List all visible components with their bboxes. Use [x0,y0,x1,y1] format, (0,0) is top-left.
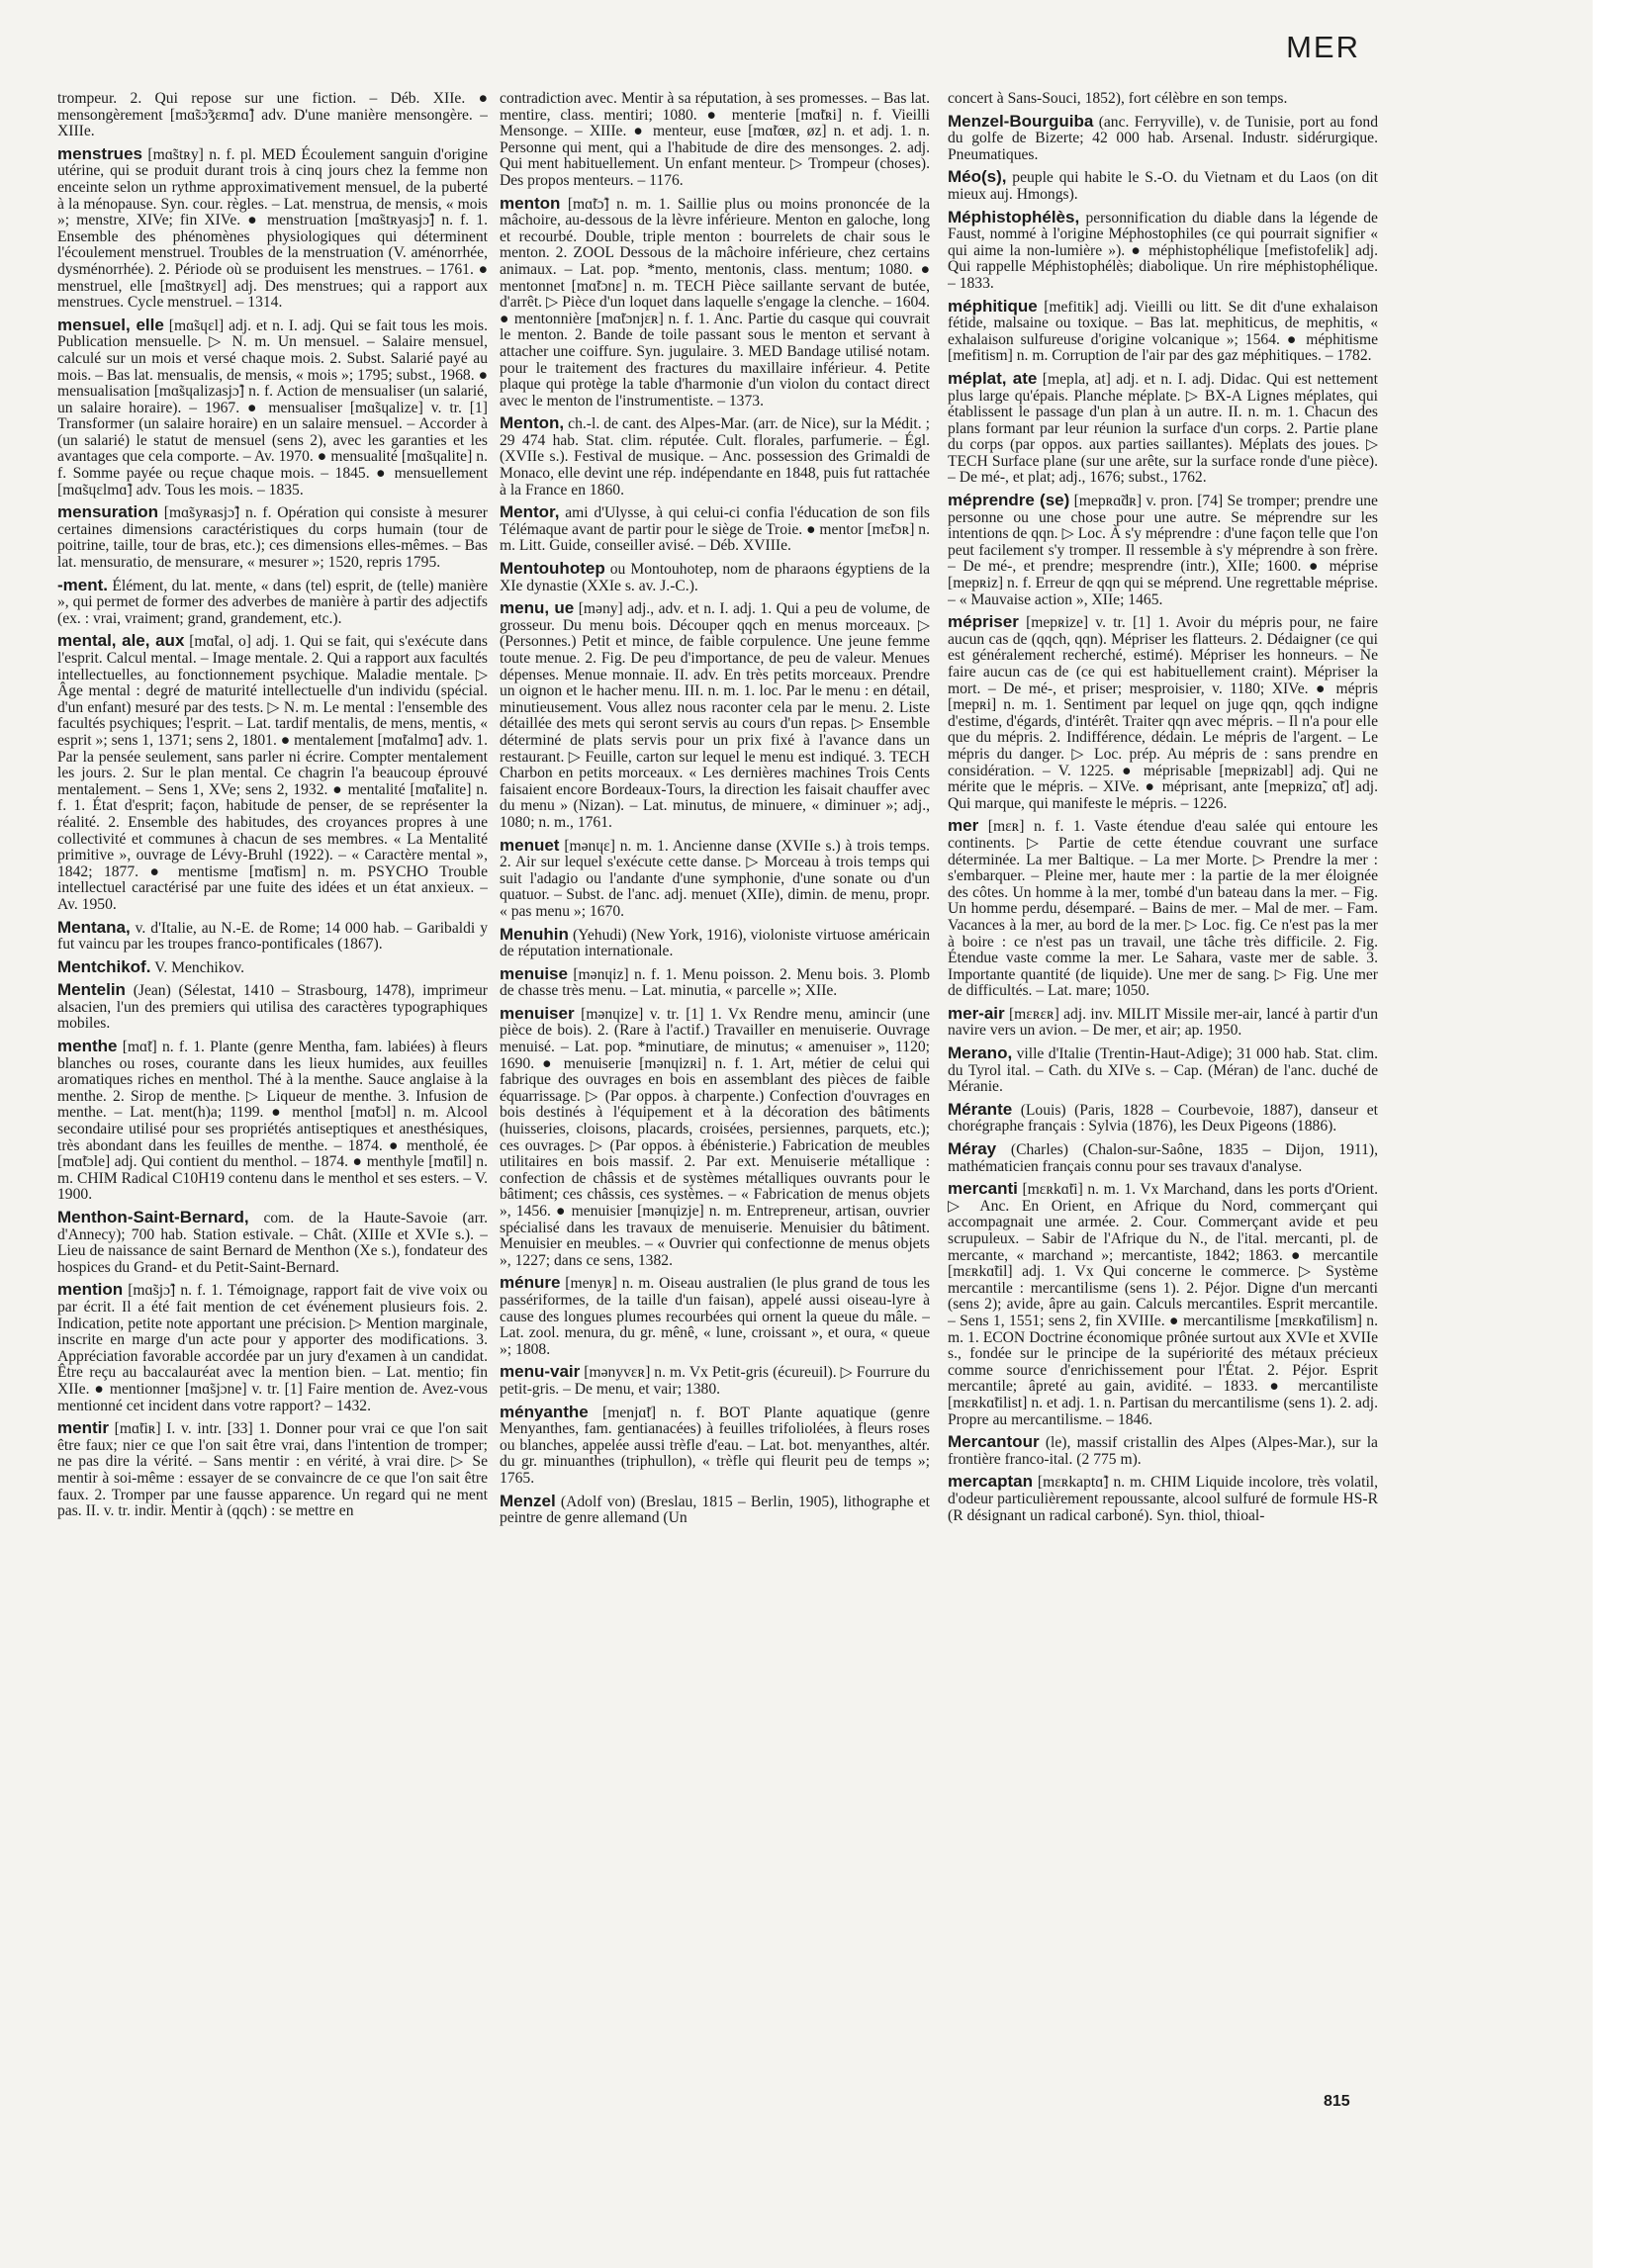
entry-headword: Menton, [500,413,565,433]
entry-headword: méplat, ate [948,368,1038,388]
entry-definition: v. d'Italie, au N.-E. de Rome; 14 000 hab. – Garibaldi y fut vaincu par les troupes franco-pontificales (1867). [57,919,488,953]
entry-headword: mental, ale, aux [57,631,185,651]
entry-headword: Menthon-Saint-Bernard, [57,1208,249,1226]
dictionary-entry [948,1181,1378,1428]
dictionary-entry [948,493,1378,608]
dictionary-entry [57,1420,488,1520]
dictionary-entry [948,1474,1378,1524]
entry-headword: menton [500,193,561,213]
entry-definition: [məny] adj., adv. et n. I. adj. 1. Qui a peu de volume, de grosseur. Du menu bois. Découper qqch en menus morceaux. ▷ (Personnes.) Petit et mince, de faible corpulence. Une jeune femme toute menue. 2. Fig. De peu d'importance, de peu de valeur. Menues dépenses. Menue monnaie. II. adv. En très petits morceaux. Prendre un oignon et le hacher menu. III. n. m. 1. loc. Par le menu : en détail, minutieusement. Vous allez nous raconter cela par le menu. 2. Liste détaillée des mets qui seront servis au cours d'un repas. ▷ Ensemble déterminé de plats servis pour un prix fixé à l'avance dans un restaurant. ▷ Feuille, carton sur lequel le menu est indiqué. 3. TECH Charbon en petits morceaux. « Les dernières machines Trois Cents faisaient encore Bordeaux-Tours, la direction les faisait chauffer avec du menu » (Nizan). – Lat. minutus, de minuere, « diminuer »; adj., 1080; n. m., 1761. [500,600,930,831]
dictionary-entry [500,1491,930,1527]
entry-headword: mer [948,816,979,836]
entry-headword: Méphistophélès, [948,207,1080,227]
entry-definition: (Charles) (Chalon-sur-Saône, 1835 – Dijon, 1911), mathématicien français connu pour ses travaux d'analyse. [948,1141,1378,1175]
entry-definition: Élément, du lat. mente, « dans (tel) esprit, de (telle) manière », qui permet de former des adverbes de manière à partir des adjectifs (ex. : vrai, vraiment; grand, grandement, etc.). [57,577,488,627]
entry-definition: [mənyvɛʀ] n. m. Vx Petit-gris (écureuil). ▷ Fourrure du petit-gris. – De menu, et vair; 1380. [500,1364,930,1398]
dictionary-entry [57,982,488,1033]
dictionary-entry [57,143,488,312]
entry-headword: Menzel [500,1491,556,1510]
entry-headword: Mentchikof. [57,956,151,976]
entry-headword: Mentelin [57,980,126,1000]
dictionary-entry [57,1210,488,1276]
entry-definition: contradiction avec. Mentir à sa réputation, à ses promesses. – Bas lat. mentire, class. mentiri; 1080. ● menterie [mɑ̃tʀi] n. f. Vieilli Mensonge. – XIIIe. ● menteur, euse [mɑ̃tœʀ, øz] n. et adj. 1. n. Personne qui ment, qui a l'habitude de dire des mensonges. 2. adj. Qui ment habituellement. Un enfant menteur. ▷ Trompeur (choses). Des propos menteurs. – 1176. [500,91,930,189]
entry-headword: Mentana, [57,917,131,937]
entry-definition: [mɛʀkaptɑ̃] n. m. CHIM Liquide incolore, très volatil, d'odeur particulièrement repoussante, alcool sulfuré de formule HS-R (R désignant un radical carboné). Syn. thiol, thioal- [948,1474,1378,1524]
entry-headword: mensuration [57,502,159,522]
entry-headword: menu, ue [500,598,575,618]
dictionary-entry [948,1045,1378,1096]
dictionary-entry [948,296,1378,365]
dictionary-entry [500,924,930,960]
entry-headword: ménure [500,1273,561,1293]
entry-headword: mercanti [948,1179,1018,1199]
dictionary-entry [500,561,930,594]
entry-headword: menuet [500,835,560,855]
dictionary-entry [57,1039,488,1204]
entry-definition: com. de la Haute-Savoie (arr. d'Annecy); 700 hab. Station estivale. – Chât. (XIIIe et XVIe s.). – Lieu de naissance de saint Bernard de Menthon (Xe s.), fondateur des hospices du Grand- et du Petit-Saint-Bernard. [57,1210,488,1276]
entry-definition: [mɑ̃stʀy] n. f. pl. MED Écoulement sanguin d'origine utérine, qui se produit durant trois à cinq jours chez la femme non enceinte selon un rythme approximativement mensuel, de la puberté à la ménopause. Syn. cour. règles. – Lat. menstrua, de mensis, « mois »; menstre, XIVe; fin XIVe. ● menstruation [mɑ̃stʀyasjɔ̃] n. f. 1. Ensemble des phénomènes physiologiques qui déterminent l'écoulement menstruel. Troubles de la menstruation (V. aménorrhée, dysménorrhée). 2. Période où se produisent les menstrues. – 1761. ● menstruel, elle [mɑ̃stʀyɛl] adj. Des menstrues; qui a rapport aux menstrues. Cycle menstruel. – 1314. [57,145,488,312]
dictionary-entry [500,504,930,555]
dictionary-entry [57,917,488,953]
entry-headword: mer-air [948,1003,1005,1023]
entry-headword: menuise [500,963,568,983]
dictionary-entry [948,207,1378,293]
dictionary-entry [948,111,1378,164]
dictionary-entry [948,1099,1378,1135]
entry-headword: Menuhin [500,924,569,944]
entry-definition: personnification du diable dans la légende de Faust, nommé à l'origine Méphostophiles (ce qui pourrait signifier « qui aime la non-lumière »). ● méphistophélique [mefistofelik] adj. Qui rappelle Méphistophélès; diabolique. Un rire méphistophélique. – 1833. [948,209,1378,292]
entry-definition: [mɑ̃syʀasjɔ̃] n. f. Opération qui consiste à mesurer certaines dimensions caractéristiques du corps humain (tour de poitrine, taille, tour de bras, etc.); ces dimensions elles-mêmes. – Bas lat. mensuratio, de mensurare, « mesurer »; 1520, repris 1795. [57,504,488,572]
entry-definition: peuple qui habite le S.-O. du Vietnam et du Laos (on dit mieux auj. Hmongs). [948,169,1378,203]
entry-definition: concert à Sans-Souci, 1852), fort célèbre en son temps. [948,91,1288,107]
dictionary-entry [948,818,1378,1000]
entry-headword: menu-vair [500,1362,581,1382]
entry-definition: (anc. Ferryville), v. de Tunisie, port au fond du golfe de Bizerte; 42 000 hab. Arsenal. Industr. sidérurgique. Pneumatiques. [948,113,1378,163]
entry-definition: ami d'Ulysse, à qui celui-ci confia l'éducation de son fils Télémaque avant de partir pour le siège de Troie. ● mentor [mɛ̃tɔʀ] n. m. Litt. Guide, conseiller avisé. – Déb. XVIIIe. [500,504,930,555]
entry-definition: [mənɥɛ] n. m. 1. Ancienne danse (XVIIe s.) à trois temps. 2. Air sur lequel s'exécute cette danse. ▷ Morceau à trois temps qui suit l'adagio ou l'andante d'une symphonie, d'une sonate ou d'un quatuor. – Subst. de l'anc. adj. menuet (XIIe), dimin. de menu, propr. « pas menu »; 1670. [500,837,930,920]
entry-headword: Menzel-Bourguiba [948,111,1094,131]
dictionary-column-3 [948,91,1378,2079]
entry-definition: [mepla, at] adj. et n. I. adj. Didac. Qui est nettement plus large qu'épais. Planche méplate. ▷ BX-A Lignes méplates, qui établissent le passage d'un plan à un autre. II. n. m. 1. Chacun des plans formant par leur réunion la surface d'un corps. 2. Partie plane du corps (par oppos. aux parties saillantes). Méplats des joues. ▷ TECH Surface plane (sur une arête, sur la surface ronde d'une pièce). – De mé-, et plat; adj., 1676; subst., 1762. [948,370,1378,487]
entry-definition: [mənɥize] v. tr. [1] 1. Vx Rendre menu, amincir (une pièce de bois). 2. (Rare à l'actif.) Travailler en menuiserie. Ouvrage menuisé. – Lat. pop. *minutiare, de minutus; « amenuiser », 1120; 1690. ● menuiserie [mənɥizʀi] n. f. 1. Art, métier de celui qui fabrique des ouvrages en bois en assemblant des pièces de faible équarrissage. ▷ (Par oppos. à charpente.) Confection d'ouvrages en bois destinés à l'équipement et à la décoration des bâtiments (huisseries, cloisons, placards, croisées, persiennes, parquets, etc.); ces ouvrages. ▷ (Par oppos. à ébénisterie.) Fabrication de meubles utilitaires en bois massif. 2. Par ext. Menuiserie métallique : confection de châssis et de systèmes métalliques ouvrants pour le bâtiment; ces châssis, ces systèmes. – « Fabrication de menus objets », 1456. ● menuisier [mənɥizje] n. m. Entrepreneur, artisan, ouvrier spécialisé dans les travaux de menuiserie. Menuisier du bâtiment. Menuisier en meubles. – « Ouvrier qui confectionne de menus objets », 1227; dans ce sens, 1382. [500,1005,930,1269]
dictionary-entry [948,1434,1378,1468]
entry-definition: [mɑ̃tɔ̃] n. m. 1. Saillie plus ou moins prononcée de la mâchoire, au-dessous de la lèvre inférieure. Menton en galoche, long et recourbé. Double, triple menton : bourrelets de chair sous le menton. 2. ZOOL Dessous de la mâchoire inférieure, chez certains animaux. – Lat. pop. *mento, mentonis, class. mentum; 1080. ● mentonnet [mɑ̃tɔnɛ] n. m. TECH Pièce saillante servant de butée, d'arrêt. ▷ Pièce d'un loquet dans laquelle s'engage la clenche. – 1604. ● mentonnière [mɑ̃tɔnjɛʀ] n. f. 1. Anc. Partie du casque qui couvrait le menton. 2. Bande de toile passant sous le menton et servant à attacher une coiffure. Syn. jugulaire. 3. MED Bandage utilisé notam. pour le traitement des fractures du maxillaire inférieur. 4. Petite plaque qui protège la table d'harmonie d'un violon du contact direct avec le menton de l'instrumentiste. – 1373. [500,195,930,409]
dictionary-entry [500,193,930,410]
entry-headword: Mercantour [948,1432,1040,1452]
entry-headword: Mérante [948,1099,1013,1119]
entry-definition: [mənɥiz] n. f. 1. Menu poisson. 2. Menu bois. 3. Plomb de chasse très menu. – Lat. minutia, « parcelle »; XIIe. [500,965,930,1000]
entry-headword: Mentor, [500,502,560,522]
entry-headword: menstrues [57,143,142,163]
entry-definition: [mefitik] adj. Vieilli ou litt. Se dit d'une exhalaison fétide, malsaine ou toxique. – Bas lat. mephiticus, de mephitis, « exhalaison sulfureuse d'origine volcanique »; 1564. ● méphitisme [mefitism] n. m. Corruption de l'air par des gaz méphitiques. – 1782. [948,298,1378,365]
dictionary-entry [500,1364,930,1398]
page-number: 815 [1324,2093,1350,2110]
entry-definition: ou Montouhotep, nom de pharaons égyptiens de la XIe dynastie (XXIe s. av. J.-C.). [500,561,930,594]
dictionary-entry [57,315,488,499]
entry-definition: (Jean) (Sélestat, 1410 – Strasbourg, 1478), imprimeur alsacien, l'un des premiers qui utilisa des caractères typographiques mobiles. [57,982,488,1033]
dictionary-entry [500,91,930,190]
entry-headword: mépriser [948,612,1019,632]
dictionary-entry [948,1141,1378,1175]
dictionary-entry [500,1275,930,1358]
entry-definition: V. Menchikov. [154,958,245,976]
entry-headword: ményanthe [500,1402,589,1421]
dictionary-entry [57,575,488,628]
entry-definition: [mepʀɑ̃dʀ] v. pron. [74] Se tromper; prendre une personne ou une chose pour une autre. Se méprendre sur les intentions de qqn. ▷ Loc. À s'y méprendre : d'une façon telle que l'on peut facilement s'y tromper. Il ressemble à s'y méprendre à son frère. – De mé-, et prendre; mesprendre (intr.), XIIe; 1600. ● méprise [mepʀiz] n. f. Erreur de qqn qui se méprend. Une regrettable méprise. – « Mauvaise action », XIIe; 1465. [948,493,1378,608]
dictionary-entry [57,633,488,913]
entry-definition: [mepʀize] v. tr. [1] 1. Avoir du mépris pour, ne faire aucun cas de (qqch, qqn). Mépriser les flatteurs. 2. Dédaigner (ce qui est généralement recherché, estimé). Mépriser les honneurs. – Ne faire aucun cas de (ce qui est habituellement craint). Mépriser la mort. – De mé-, et priser; mesproisier, v. 1180; XIVe. ● mépris [mepʀi] n. m. 1. Sentiment par lequel on juge qqn, qqch indigne d'estime, d'égards, d'intérêt. Traiter qqn avec mépris. – Il n'a pour elle que du mépris. 2. Indifférence, dédain. Le mépris de l'argent. – Le mépris du danger. ▷ Loc. prép. Au mépris de : sans prendre en considération. – V. 1225. ● méprisable [mepʀizabl] adj. Qui ne mérite que le mépris. – XIVe. ● méprisant, ante [mepʀizɑ̃, ɑ̃t] adj. Qui marque, qui manifeste le mépris. – 1226. [948,614,1378,812]
entry-definition: [menyʀ] n. m. Oiseau australien (le plus grand de tous les passériformes, de la taille d'un faisan), appelé aussi oiseau-lyre à cause des longues plumes recourbées qui ornent la queue du mâle. – Lat. zool. menura, du gr. mênê, « lune, croissant », et oura, « queue »; 1808. [500,1275,930,1358]
entry-definition: (Louis) (Paris, 1828 – Courbevoie, 1887), danseur et chorégraphe français : Sylvia (1876), les Deux Pigeons (1886). [948,1101,1378,1135]
entry-definition: (Yehudi) (New York, 1916), violoniste virtuose américain de réputation internationale. [500,926,930,960]
entry-definition: [mɑ̃tal, o] adj. 1. Qui se fait, qui s'exécute dans l'esprit. Calcul mental. – Image mentale. 2. Qui a rapport aux facultés intellectuelles, au fonctionnement psychique. Maladie mentale. ▷ Âge mental : degré de maturité intellectuelle d'un individu (spécial. d'un enfant) mesuré par des tests. ▷ N. m. Le mental : l'ensemble des facultés psychiques; l'esprit. – Lat. tardif mentalis, de mens, mentis, « esprit »; sens 1, 1371; sens 2, 1801. ● mentalement [mɑ̃talmɑ̃] adv. 1. Par la pensée seulement, sans parler ni écrire. Compter mentalement les jours. 2. Sur le plan mental. Ce chagrin l'a beaucoup éprouvé mentalement. – Sens 1, XVe; sens 2, 1932. ● mentalité [mɑ̃talite] n. f. 1. État d'esprit; façon, habitude de penser, de se représenter la réalité. 2. Ensemble des habitudes, des croyances propres à une collectivité et communes à chacun de ses membres. « La Mentalité primitive », ouvrage de Lévy-Bruhl (1922). – « Caractère mental », 1842; 1877. ● mentisme [mɑ̃tism] n. m. PSYCHO Trouble intellectuel caractérisé par une fuite des idées et un état anxieux. – Av. 1950. [57,633,488,913]
page-header-title: MER [1286,30,1360,64]
scan-right-margin [1593,0,1652,2268]
entry-definition: ch.-l. de cant. des Alpes-Mar. (arr. de Nice), sur la Médit. ; 29 474 hab. Stat. clim. réputée. Cult. florales, parfumerie. – Égl. (XVIIe s.). Festival de musique. – Anc. possession des Grimaldi de Monaco, elle devint une rép. indépendante en 1848, puis fut rattachée à la France en 1860. [500,415,930,499]
entry-headword: Méo(s), [948,167,1007,187]
entry-headword: menthe [57,1037,118,1056]
dictionary-entry [500,415,930,499]
entry-definition: (le), massif cristallin des Alpes (Alpes-Mar.), sur la frontière franco-ital. (2 775 m). [948,1434,1378,1468]
entry-definition: [mɛʀɛʀ] adj. inv. MILIT Missile mer-air, lancé à partir d'un navire vers un avion. – De mer, et air; ap. 1950. [948,1005,1378,1040]
dictionary-entry [948,91,1378,108]
entry-definition: [mɑ̃sjɔ̃] n. f. 1. Témoignage, rapport fait de vive voix ou par écrit. Il a été fait mention de cet événement plusieurs fois. 2. Indication, petite note apportant une précision. ▷ Mention marginale, inscrite en marge d'un acte pour y apporter des modifications. 3. Appréciation favorable accordée par un jury d'examen à un candidat. Être reçu au baccalauréat avec la mention bien. – Lat. mentio; fin XIIe. ● mentionner [mɑ̃sjɔne] v. tr. [1] Faire mention de. Avez-vous mentionné cet incident dans votre rapport? – 1432. [57,1282,488,1414]
dictionary-entry [948,614,1378,812]
dictionary-column-1 [57,91,488,2079]
entry-headword: méprendre (se) [948,491,1070,510]
entry-definition: [menjɑ̃t] n. f. BOT Plante aquatique (genre Menyanthes, fam. gentianacées) à feuilles trifoliolées, à fleurs roses ou blanches, appelée aussi trèfle d'eau. – Lat. bot. menyanthes, altér. du gr. minuanthes (triphullon), « trèfle qui fleurit peu de temps »; 1765. [500,1404,930,1487]
entry-headword: mercaptan [948,1472,1033,1492]
dictionary-entry [948,368,1378,487]
entry-headword: Merano, [948,1043,1013,1063]
entry-headword: mentir [57,1418,109,1438]
dictionary-entry [948,1003,1378,1040]
entry-definition: [mɑ̃t] n. f. 1. Plante (genre Mentha, fam. labiées) à fleurs blanches ou roses, courante dans les lieux humides, aux feuilles aromatiques riches en menthol. Thé à la menthe. Sauce anglaise à la menthe. 2. Sirop de menthe. ▷ Liqueur de menthe. 3. Infusion de menthe. – Lat. ment(h)a; 1199. ● menthol [mɑ̃tɔl] n. m. Alcool secondaire utilisé pour ses propriétés antiseptiques et anesthésiques, très abondant dans les feuilles de menthe. – 1874. ● mentholé, ée [mɑ̃tɔle] adj. Qui contient du menthol. – 1874. ● menthyle [mɑ̃til] n. m. CHIM Radical C10H19 contenu dans le menthol et ses esters. – V. 1900. [57,1039,488,1204]
entry-headword: mention [57,1280,124,1300]
dictionary-entry [500,600,930,831]
entry-headword: mensuel, elle [57,315,164,334]
entry-headword: Mentouhotep [500,559,605,579]
dictionary-entry [500,1003,930,1270]
entry-headword: Méray [948,1139,997,1159]
dictionary-entry [500,835,930,921]
dictionary-entry [57,91,488,140]
dictionary-entry [500,1402,930,1488]
entry-headword: menuiser [500,1003,575,1023]
dictionary-entry [500,963,930,1000]
dictionary-entry [948,169,1378,203]
entry-definition: trompeur. 2. Qui repose sur une fiction. – Déb. XIIe. ● mensongèrement [mɑ̃sɔ̃ʒɛʀmɑ̃] adv. D'une manière mensongère. – XIIIe. [57,91,488,140]
entry-headword: méphitique [948,296,1038,316]
entry-definition: ville d'Italie (Trentin-Haut-Adige); 31 000 hab. Stat. clim. du Tyrol ital. – Cath. du XIVe s. – Cap. (Méran) de l'anc. duché de Méranie. [948,1045,1378,1096]
dictionary-entry [57,504,488,571]
entry-definition: [mɛʀkɑ̃ti] n. m. 1. Vx Marchand, dans les ports d'Orient. ▷ Anc. En Orient, en Afrique du Nord, commerçant qui accompagnait une armée. 2. Cour. Commerçant avide et peu scrupuleux. – Sabir de l'Afrique du N., de l'ital. mercanti, pl. de mercante, « marchand »; mercantiste, 1842; 1863. ● mercantile [mɛʀkɑ̃til] adj. 1. Vx Qui concerne le commerce. ▷ Système mercantile : mercantilisme (sens 1). 2. Péjor. Digne d'un mercanti (sens 2); avide, âpre au gain. Calculs mercantiles. Esprit mercantile. – Sens 1, 1551; sens 2, fin XVIIIe. ● mercantilisme [mɛʀkɑ̃tilism] n. m. 1. ECON Doctrine économique prônée surtout aux XVIe et XVIIe s., fondée sur le principe de la supériorité des métaux précieux comme source d'enrichissement pour l'État. 2. Péjor. Esprit mercantile; âpreté au gain, avidité. – 1833. ● mercantiliste [mɛʀkɑ̃tilist] n. et adj. 1. n. Partisan du mercantilisme (sens 1). 2. adj. Propre au mercantilisme. – 1846. [948,1181,1378,1428]
dictionary-column-2 [500,91,930,2079]
entry-definition: [mɛʀ] n. f. 1. Vaste étendue d'eau salée qui entoure les continents. ▷ Partie de cette étendue couvrant une surface déterminée. La mer Baltique. – La mer Morte. ▷ Prendre la mer : s'embarquer. – Pleine mer, haute mer : la partie de la mer éloignée des côtes. Un homme à la mer, tombé d'un bateau dans la mer. – Fig. Un homme perdu, désemparé. – Bains de mer. – Mal de mer. – Fam. Vacances à la mer, au bord de la mer. ▷ Loc. fig. Ce n'est pas la mer à boire : ce n'est pas un travail, une tâche très difficile. 2. Fig. Étendue vaste comme la mer. Le Sahara, vaste mer de sable. 3. Importante quantité (de liquide). Une mer de sang. ▷ Fig. Une mer de difficultés. – Lat. mare; 1050. [948,818,1378,1000]
dictionary-entry [57,1282,488,1414]
entry-definition: (Adolf von) (Breslau, 1815 – Berlin, 1905), lithographe et peintre de genre allemand (Un [500,1493,930,1527]
entry-headword: -ment. [57,575,108,594]
entry-definition: [mɑ̃sɥɛl] adj. et n. I. adj. Qui se fait tous les mois. Publication mensuelle. ▷ N. m. Un mensuel. – Salaire mensuel, calculé sur un mois et versé chaque mois. 2. Subst. Salarié payé au mois. – Bas lat. mensualis, de mensis, « mois »; 1795; subst., 1968. ● mensualisation [mɑ̃sɥalizasjɔ̃] n. f. Action de mensualiser (un salarié, un salaire horaire). – 1967. ● mensualiser [mɑ̃sɥalize] v. tr. [1] Transformer (un salaire horaire) en un salaire mensuel. – Accorder à (un salarié) le statut de mensuel (sens 2), avec les garanties et les avantages que cela comporte. – Av. 1970. ● mensualité [mɑ̃sɥalite] n. f. Somme payée ou reçue chaque mois. – 1845. ● mensuellement [mɑ̃sɥɛlmɑ̃] adv. Tous les mois. – 1835. [57,317,488,499]
dictionary-entry [57,956,488,977]
entry-definition: [mɑ̃tiʀ] I. v. intr. [33] 1. Donner pour vrai ce que l'on sait être faux; nier ce que l'on sait être vrai, dans l'intention de tromper; ne pas dire la vérité. – Sans mentir : en vérité, à vrai dire. ▷ Se mentir à soi-même : essayer de se convaincre de ce que l'on sait être faux. 2. Tromper par une fausse apparence. Un regard qui ne ment pas. II. v. tr. indir. Mentir à (qqch) : se mettre en [57,1420,488,1520]
